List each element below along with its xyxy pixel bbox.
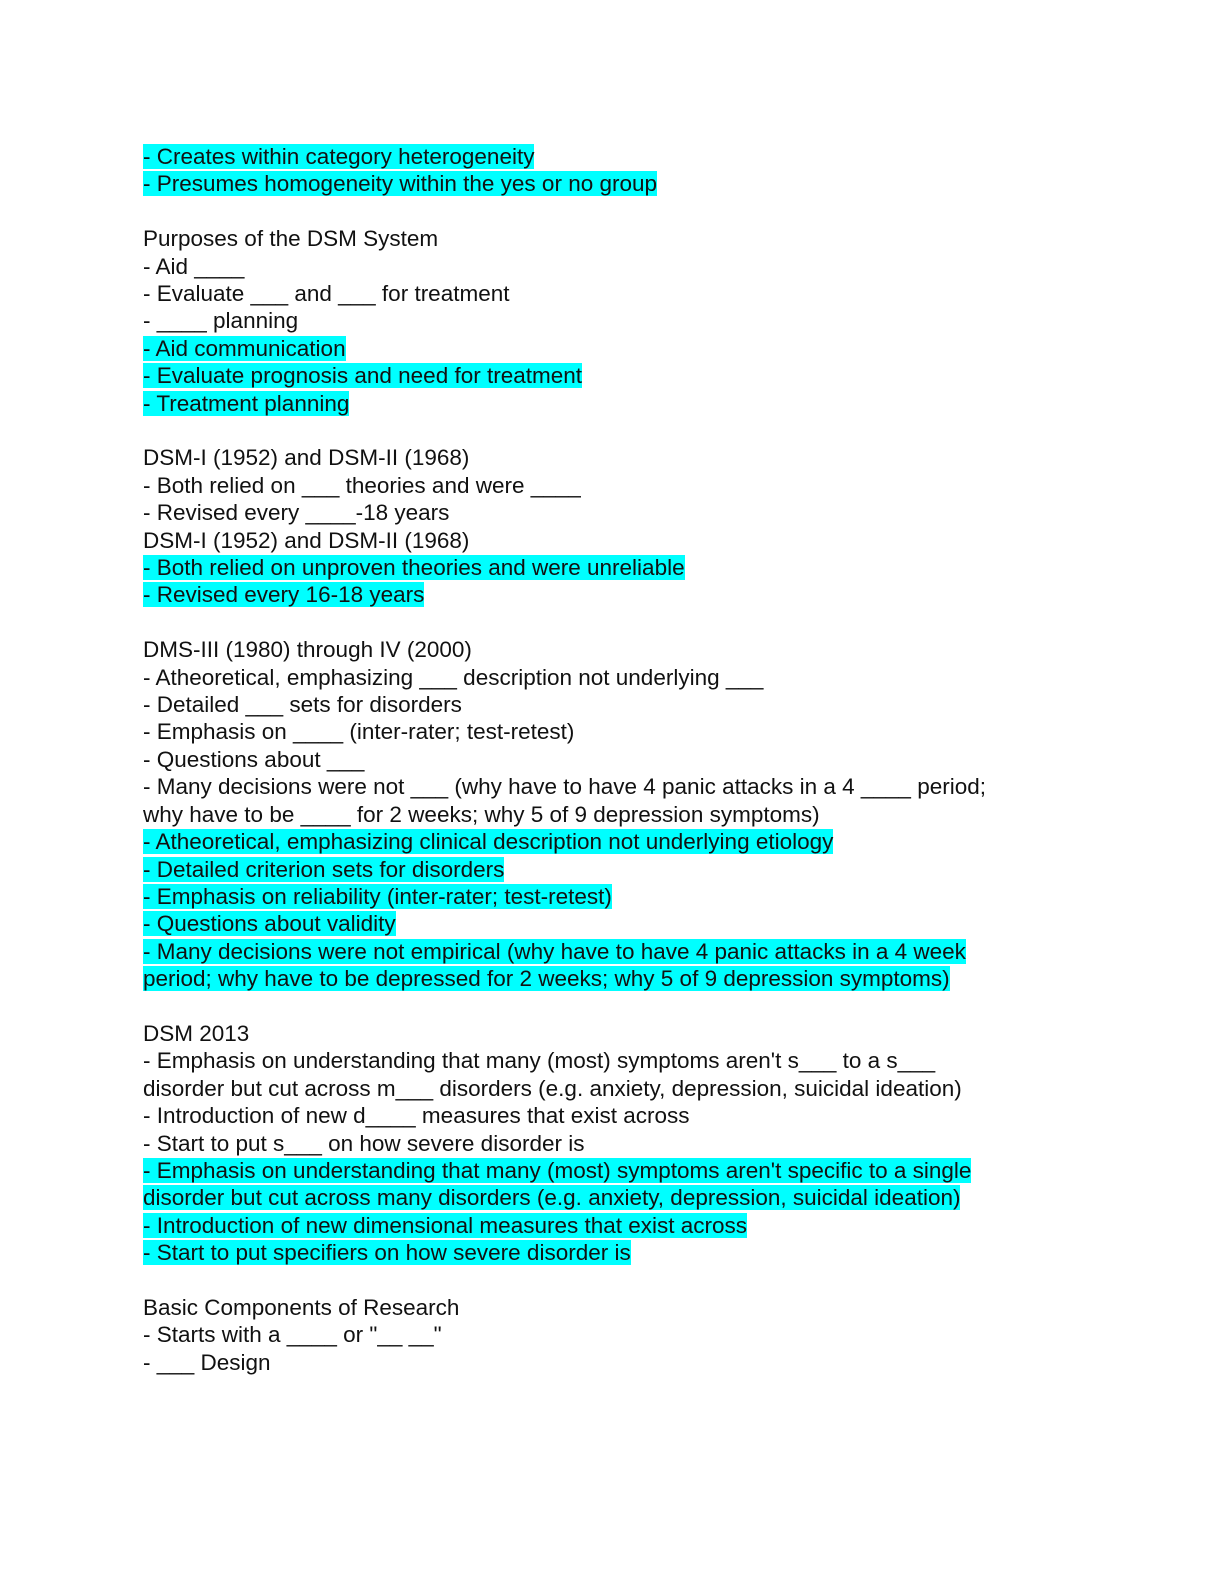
spacer: [143, 198, 1103, 225]
highlighted-line: - Evaluate prognosis and need for treatment: [143, 363, 583, 389]
fill-in-line: - Starts with a ____ or "__ __": [143, 1322, 442, 1348]
fill-in-line: - Emphasis on ____ (inter-rater; test-retest): [143, 719, 575, 745]
highlighted-line: - Emphasis on understanding that many (most) symptoms aren't specific to a single: [143, 1157, 972, 1183]
section-heading-research: Basic Components of Research: [143, 1294, 460, 1320]
section-heading-dsm-mid: DMS-III (1980) through IV (2000): [143, 637, 472, 663]
spacer: [143, 993, 1103, 1020]
highlighted-line: - Start to put specifiers on how severe disorder is: [143, 1240, 631, 1266]
spacer: [143, 1267, 1103, 1294]
fill-in-line: - Questions about ___: [143, 746, 365, 772]
highlighted-line: - Treatment planning: [143, 390, 350, 416]
fill-in-line: - ___ Design: [143, 1349, 271, 1375]
fill-in-line: - Both relied on ___ theories and were ____: [143, 472, 581, 498]
fill-in-line: disorder but cut across m___ disorders (e.g. anxiety, depression, suicidal ideation): [143, 1075, 962, 1101]
section-heading-dsm-early: DSM-I (1952) and DSM-II (1968): [143, 445, 470, 471]
highlighted-line: - Detailed criterion sets for disorders: [143, 856, 505, 882]
spacer: [143, 417, 1103, 444]
highlighted-line: - Emphasis on reliability (inter-rater; test-retest): [143, 883, 612, 909]
highlighted-line: disorder but cut across many disorders (e.g. anxiety, depression, suicidal ideation): [143, 1185, 961, 1211]
fill-in-line: - Evaluate ___ and ___ for treatment: [143, 281, 510, 307]
fill-in-line: - Aid ____: [143, 253, 245, 279]
fill-in-line: - Introduction of new d____ measures that exist across: [143, 1103, 690, 1129]
fill-in-line: - ____ planning: [143, 308, 299, 334]
section-heading-dsm-2013: DSM 2013: [143, 1020, 250, 1046]
highlighted-line: - Aid communication: [143, 335, 346, 361]
section-heading-purposes: Purposes of the DSM System: [143, 226, 439, 252]
fill-in-line: - Emphasis on understanding that many (most) symptoms aren't s___ to a s___: [143, 1048, 936, 1074]
highlighted-line: - Creates within category heterogeneity: [143, 144, 535, 169]
highlighted-line: - Atheoretical, emphasizing clinical description not underlying etiology: [143, 829, 834, 855]
fill-in-line: - Start to put s___ on how severe disorder is: [143, 1130, 585, 1156]
notes-body: [143, 143, 1103, 1376]
section-heading-dsm-early-repeat: DSM-I (1952) and DSM-II (1968): [143, 527, 470, 553]
highlighted-line: - Many decisions were not empirical (why have to have 4 panic attacks in a 4 week: [143, 938, 966, 964]
fill-in-line: - Detailed ___ sets for disorders: [143, 692, 462, 718]
highlighted-line: - Introduction of new dimensional measures that exist across: [143, 1212, 748, 1238]
spacer: [143, 609, 1103, 636]
fill-in-line: - Atheoretical, emphasizing ___ description not underlying ___: [143, 664, 764, 690]
highlighted-line: - Questions about validity: [143, 911, 396, 937]
highlighted-line: - Presumes homogeneity within the yes or no group: [143, 171, 658, 197]
fill-in-line: - Many decisions were not ___ (why have to have 4 panic attacks in a 4 ____ period;: [143, 774, 986, 800]
fill-in-line: why have to be ____ for 2 weeks; why 5 of 9 depression symptoms): [143, 801, 820, 827]
highlighted-line: - Both relied on unproven theories and were unreliable: [143, 555, 685, 581]
highlighted-line: period; why have to be depressed for 2 weeks; why 5 of 9 depression symptoms): [143, 966, 950, 992]
fill-in-line: - Revised every ____-18 years: [143, 500, 450, 526]
highlighted-line: - Revised every 16-18 years: [143, 582, 425, 608]
